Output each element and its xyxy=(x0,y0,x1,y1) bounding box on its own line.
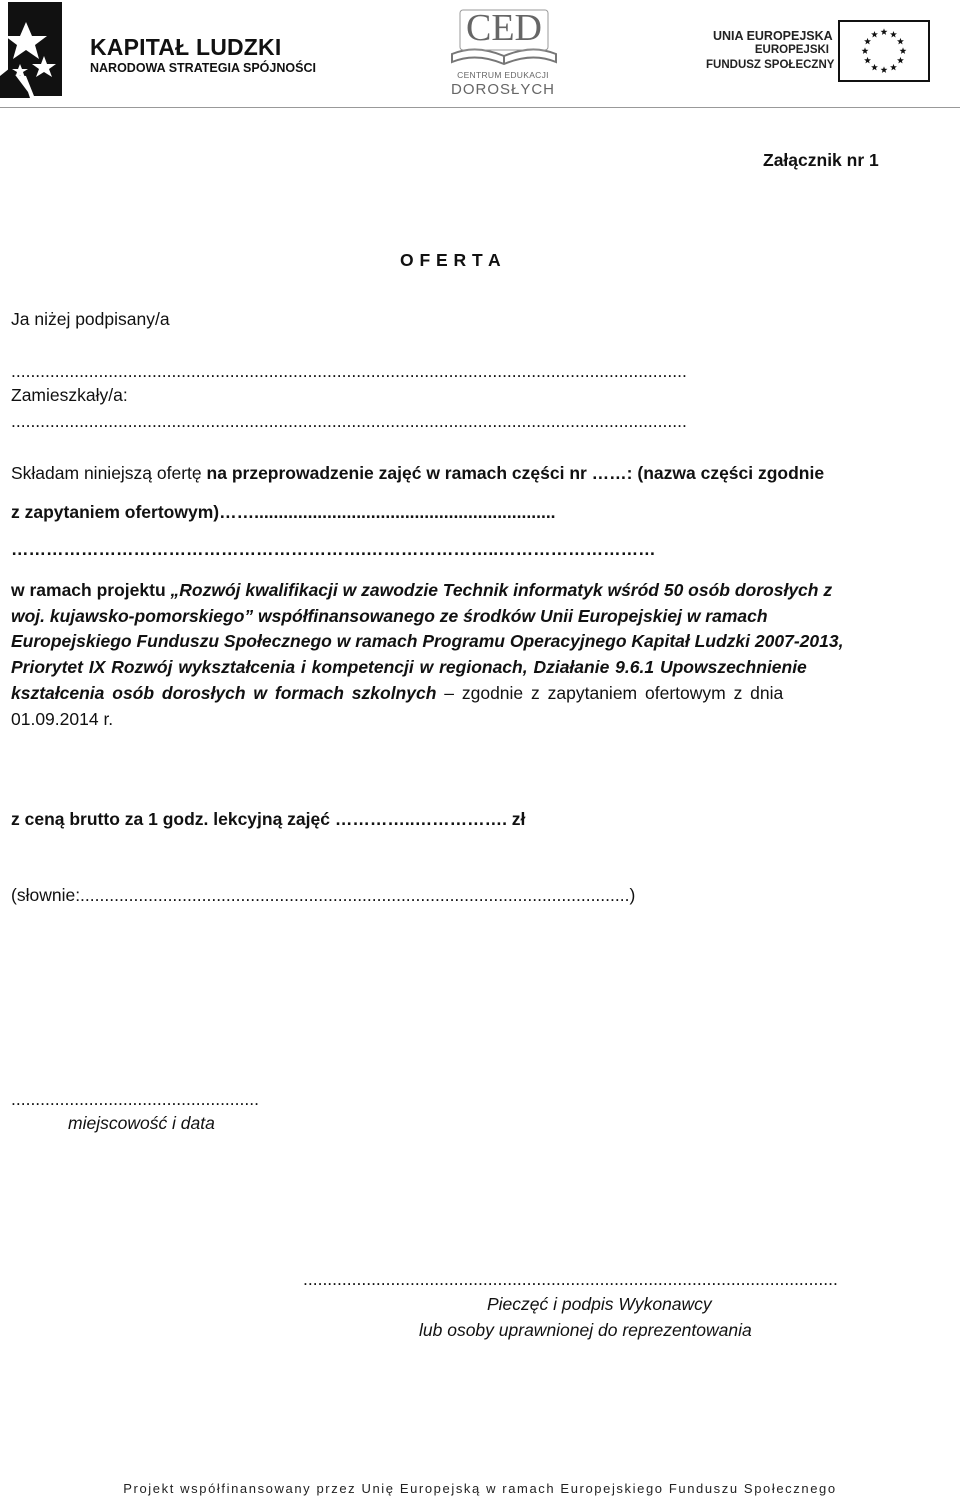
address-dots: ........................................................................................................................................... xyxy=(11,411,687,431)
ue-line2: EUROPEJSKI xyxy=(754,44,829,56)
page-header xyxy=(0,0,960,108)
ced-letters: CED xyxy=(466,7,542,49)
price-line: z ceną brutto za 1 godz. lekcyjną zajęć …………..……………. zł xyxy=(11,809,526,829)
offer-line2: z zapytaniem ofertowym)…….............................................................. xyxy=(11,502,556,522)
project-date: 01.09.2014 r. xyxy=(11,709,114,729)
kl-subtitle: NARODOWA STRATEGIA SPÓJNOŚCI xyxy=(90,61,316,75)
project-name: „Rozwój kwalifikacji w zawodzie Technik informatyk wśród 50 osób dorosłych z xyxy=(170,580,833,600)
offer-line1 xyxy=(11,462,824,484)
project-line5-bold: kształcenia osób dorosłych w formach szkolnych xyxy=(11,683,437,703)
project-line4: Priorytet IX Rozwój wykształcenia i kompetencji w regionach, Działanie 9.6.1 Upowszechnienie xyxy=(11,657,807,677)
project-prefix: w ramach projektu xyxy=(11,580,171,600)
attachment-label: Załącznik nr 1 xyxy=(763,150,879,170)
place-label: miejscowość i data xyxy=(68,1113,215,1133)
place-dots: ................................................... xyxy=(11,1089,259,1109)
offer-text-plain: Składam niniejszą ofertę xyxy=(11,463,207,483)
signature-dots: .............................................................................................................. xyxy=(303,1269,838,1289)
ced-line2: DOROSŁYCH xyxy=(450,81,556,98)
resident-label: Zamieszkały/a: xyxy=(11,385,128,405)
header-divider xyxy=(0,107,960,108)
project-line5 xyxy=(11,682,783,704)
kapital-ludzki-logo-icon xyxy=(0,2,66,98)
signature-label2: lub osoby uprawnionej do reprezentowania xyxy=(419,1320,752,1340)
project-line5-plain: – zgodnie z zapytaniem ofertowym z dnia xyxy=(436,683,784,703)
offer-text-bold: na przeprowadzenie zajęć w ramach części nr ……: (nazwa części zgodnie xyxy=(206,463,825,483)
kl-title: KAPITAŁ LUDZKI xyxy=(90,34,282,60)
ced-line1: CENTRUM EDUKACJI xyxy=(457,70,549,80)
ue-line3: FUNDUSZ SPOŁECZNY xyxy=(706,59,835,71)
signature-label1: Pieczęć i podpis Wykonawcy xyxy=(487,1294,712,1314)
ue-line1: UNIA EUROPEJSKA xyxy=(713,29,833,43)
project-line3: Europejskiego Funduszu Społecznego w ramach Programu Operacyjnego Kapitał Ludzki 2007-2013, xyxy=(11,631,844,651)
project-line1 xyxy=(11,579,832,601)
name-dots: ........................................................................................................................................... xyxy=(11,361,687,381)
words-line: (słownie:.................................................................................................................) xyxy=(11,885,636,905)
page-title: O F E R T A xyxy=(400,250,502,270)
signed-label: Ja niżej podpisany/a xyxy=(11,309,170,329)
project-line2: woj. kujawsko-pomorskiego” współfinansowanego ze środków Unii Europejskiej w ramach xyxy=(11,606,768,626)
eu-flag-icon xyxy=(838,20,930,82)
page-footer: Projekt współfinansowany przez Unię Europejską w ramach Europejskiego Funduszu Społecznego xyxy=(123,1481,837,1496)
offer-line3: …………………………………………………….…………………..……………………… xyxy=(11,539,656,559)
